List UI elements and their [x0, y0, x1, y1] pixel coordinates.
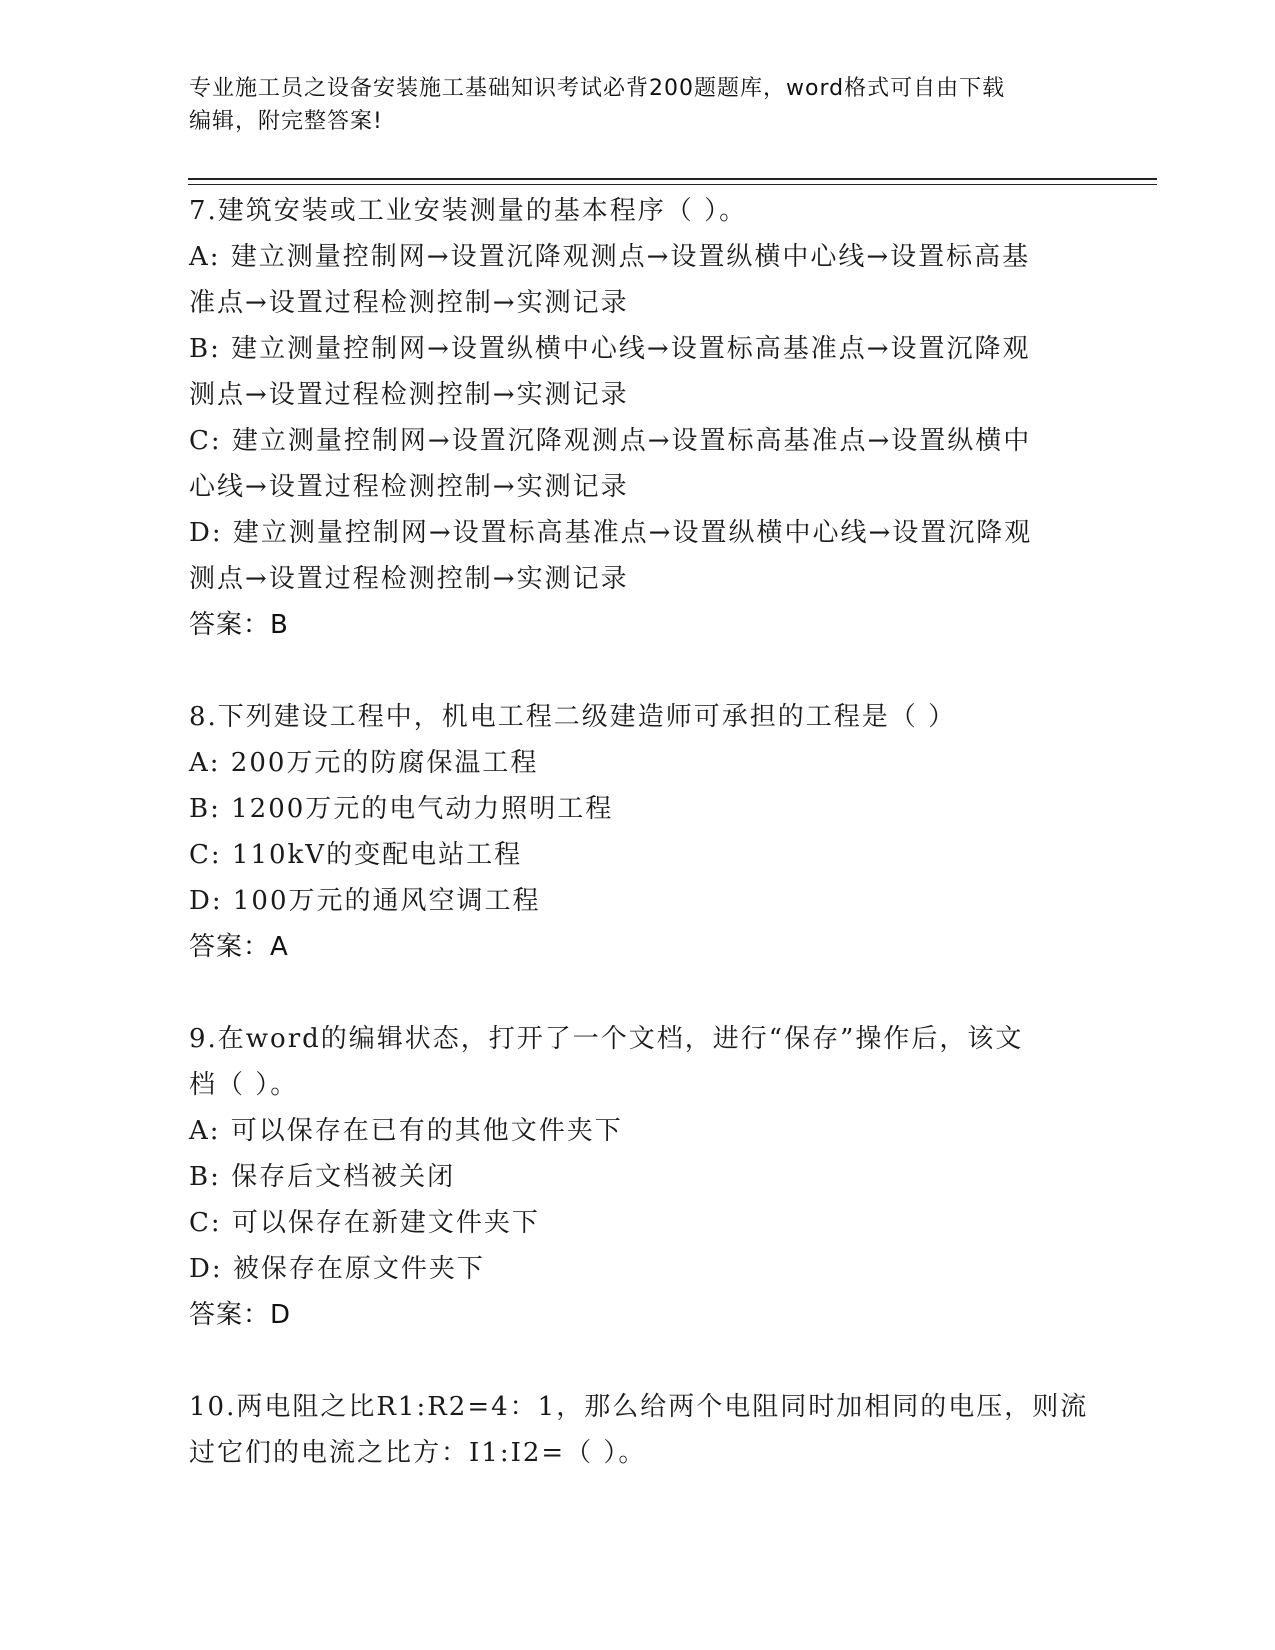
header-rule-thick: [188, 178, 1157, 180]
option-a-cont: 准点→设置过程检测控制→实测记录: [189, 288, 629, 318]
option-d: D: 被保存在原文件夹下: [189, 1254, 485, 1284]
question-list: [189, 188, 1089, 1476]
option-d: D: 建立测量控制网→设置标高基准点→设置纵横中心线→设置沉降观: [189, 518, 1033, 548]
option-b-cont: 测点→设置过程检测控制→实测记录: [189, 380, 629, 410]
question-stem: 10.两电阻之比R1:R2=4：1，那么给两个电阻同时加相同的电压，则流: [189, 1392, 1089, 1422]
answer-label: 答案：A: [189, 932, 289, 962]
option-c: C: 建立测量控制网→设置沉降观测点→设置标高基准点→设置纵横中: [189, 426, 1032, 456]
option-c-cont: 心线→设置过程检测控制→实测记录: [189, 472, 629, 502]
option-d-cont: 测点→设置过程检测控制→实测记录: [189, 564, 629, 594]
option-b: B: 建立测量控制网→设置纵横中心线→设置标高基准点→设置沉降观: [189, 334, 1031, 364]
question-9: [189, 1016, 1089, 1338]
header-line-1: 专业施工员之设备安装施工基础知识考试必背200题题库，word格式可自由下载: [189, 76, 1006, 101]
header-line-2: 编辑，附完整答案!: [189, 109, 383, 134]
option-b: B: 1200万元的电气动力照明工程: [189, 794, 614, 824]
question-stem-cont: 过它们的电流之比方：I1:I2=（ ）。: [189, 1438, 647, 1468]
option-c: C: 可以保存在新建文件夹下: [189, 1208, 540, 1238]
option-c: C: 110kV的变配电站工程: [189, 840, 523, 870]
question-stem: 8.下列建设工程中，机电工程二级建造师可承担的工程是（ ）: [189, 702, 957, 732]
option-d: D: 100万元的通风空调工程: [189, 886, 541, 916]
option-a: A: 200万元的防腐保温工程: [189, 748, 539, 778]
answer-label: 答案：D: [189, 1300, 292, 1330]
question-stem: 9.在word的编辑状态，打开了一个文档，进行“保存”操作后，该文: [189, 1024, 1024, 1054]
question-stem: 7.建筑安装或工业安装测量的基本程序（ ）。: [189, 196, 748, 226]
question-10: [189, 1384, 1089, 1476]
answer-label: 答案：B: [189, 610, 289, 640]
option-a: A: 可以保存在已有的其他文件夹下: [189, 1116, 623, 1146]
question-8: [189, 694, 1089, 970]
option-a: A: 建立测量控制网→设置沉降观测点→设置纵横中心线→设置标高基: [189, 242, 1031, 272]
question-stem-cont: 档（ ）。: [189, 1070, 299, 1100]
document-header: [189, 72, 1089, 138]
header-rule-thin: [188, 184, 1157, 185]
question-7: [189, 188, 1089, 648]
option-b: B: 保存后文档被关闭: [189, 1162, 456, 1192]
